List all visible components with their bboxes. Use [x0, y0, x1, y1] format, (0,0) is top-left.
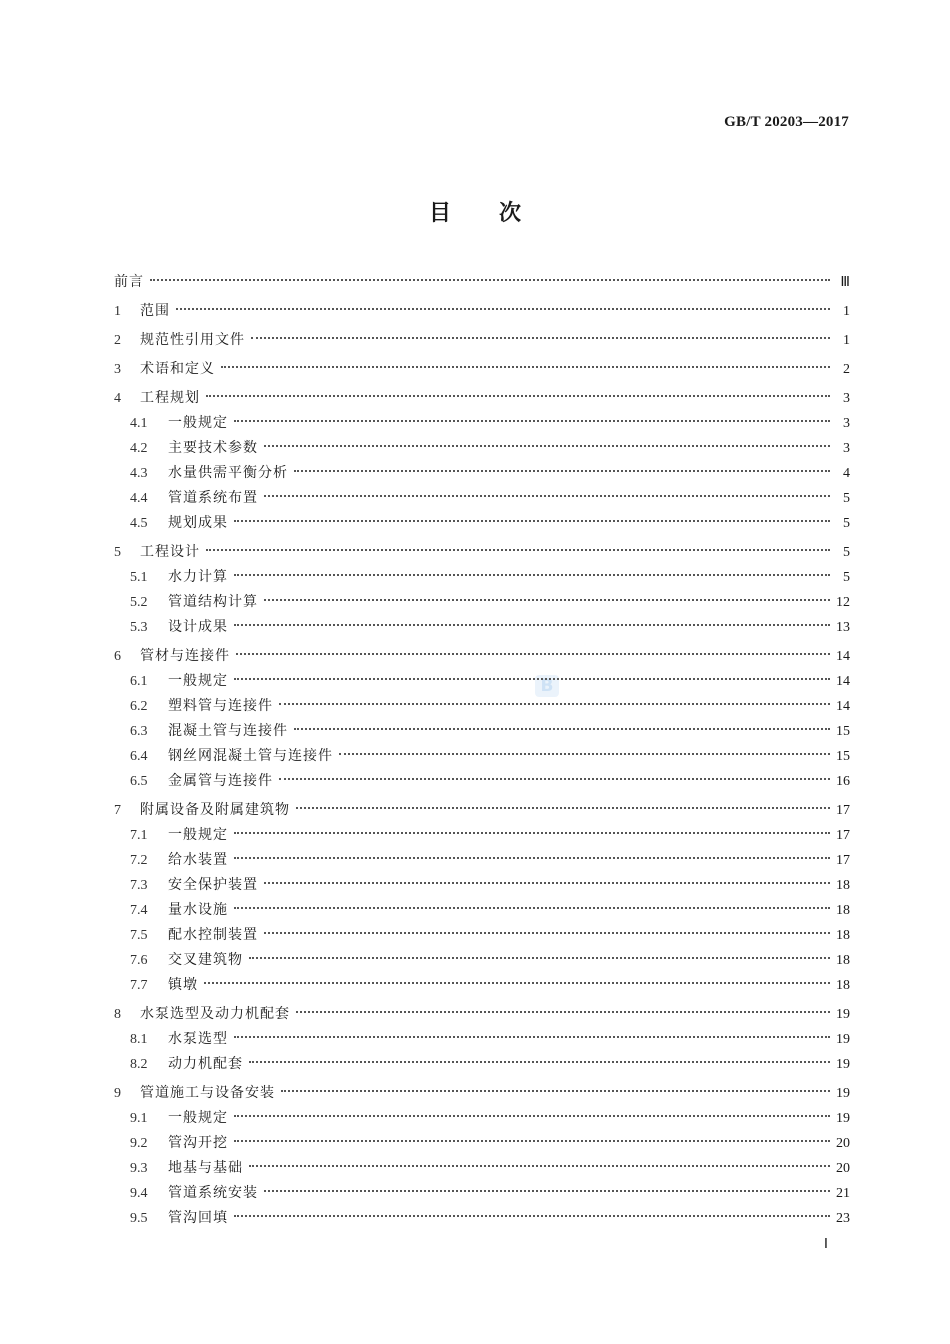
toc-entry-section[interactable] — [114, 461, 850, 486]
toc-entry-number: 8.2 — [130, 1057, 148, 1072]
toc-leader-dots — [264, 882, 830, 884]
toc-entry-number: 4.3 — [130, 466, 148, 481]
toc-entry-number: 6.5 — [130, 774, 148, 789]
toc-entry-chapter[interactable] — [114, 357, 850, 382]
toc-entry-label: 附属设备及附属建筑物 — [140, 802, 290, 818]
toc-entry-number: 7.2 — [130, 853, 148, 868]
toc-entry-number: 9.2 — [130, 1136, 148, 1151]
toc-entry-section[interactable] — [114, 694, 850, 719]
toc-entry-number: 4.2 — [130, 441, 148, 456]
toc-entry-section[interactable] — [114, 436, 850, 461]
toc-entry-section[interactable] — [114, 1027, 850, 1052]
toc-entry-chapter[interactable] — [114, 299, 850, 324]
toc-leader-dots — [251, 337, 830, 339]
toc-entry-number: 5.1 — [130, 570, 148, 585]
toc-entry-section[interactable] — [114, 1181, 850, 1206]
toc-entry-label: 量水设施 — [168, 902, 228, 918]
toc-entry-label: 规划成果 — [168, 515, 228, 531]
toc-entry-page: 1 — [843, 304, 850, 319]
toc-leader-dots — [264, 445, 830, 447]
toc-entry-page: 5 — [843, 570, 850, 585]
toc-entry-label: 一般规定 — [168, 827, 228, 843]
toc-entry-section[interactable] — [114, 486, 850, 511]
toc-entry-label: 动力机配套 — [168, 1056, 243, 1072]
toc-leader-dots — [206, 395, 830, 397]
toc-leader-dots — [249, 1165, 830, 1167]
toc-entry-label: 水量供需平衡分析 — [168, 465, 288, 481]
toc-entry-number: 5.2 — [130, 595, 148, 610]
toc-leader-dots — [264, 1190, 830, 1192]
toc-entry-label: 金属管与连接件 — [168, 773, 273, 789]
toc-entry-page: 18 — [836, 978, 850, 993]
toc-entry-label: 水泵选型及动力机配套 — [140, 1006, 290, 1022]
toc-entry-page: 19 — [836, 1032, 850, 1047]
toc-entry-section[interactable] — [114, 1052, 850, 1077]
toc-entry-label: 水力计算 — [168, 569, 228, 585]
toc-entry-number: 9.5 — [130, 1211, 148, 1226]
toc-entry-page: 3 — [843, 391, 850, 406]
toc-entry-number: 4.5 — [130, 516, 148, 531]
toc-leader-dots — [234, 624, 830, 626]
toc-leader-dots — [249, 1061, 830, 1063]
toc-entry-page: 13 — [836, 620, 850, 635]
toc-leader-dots — [236, 653, 830, 655]
toc-leader-dots — [234, 1215, 830, 1217]
toc-entry-number: 7.1 — [130, 828, 148, 843]
toc-entry-section[interactable] — [114, 873, 850, 898]
toc-entry-section[interactable] — [114, 898, 850, 923]
toc-leader-dots — [206, 549, 830, 551]
toc-entry-label: 术语和定义 — [140, 361, 215, 377]
toc-entry-page: 18 — [836, 903, 850, 918]
toc-entry-section[interactable] — [114, 615, 850, 640]
toc-entry-number: 6.3 — [130, 724, 148, 739]
toc-entry-label: 一般规定 — [168, 673, 228, 689]
toc-entry-number: 4 — [114, 391, 121, 406]
toc-entry-number: 9.4 — [130, 1186, 148, 1201]
toc-entry-section[interactable] — [114, 719, 850, 744]
toc-leader-dots — [234, 520, 830, 522]
toc-entry-page: 14 — [836, 674, 850, 689]
toc-entry-number: 8.1 — [130, 1032, 148, 1047]
toc-entry-label: 混凝土管与连接件 — [168, 723, 288, 739]
toc-entry-label: 工程设计 — [140, 544, 200, 560]
toc-entry-page: 17 — [836, 828, 850, 843]
toc-title — [0, 196, 950, 227]
toc-entry-page: 16 — [836, 774, 850, 789]
toc-entry-chapter[interactable] — [114, 1002, 850, 1027]
toc-entry-number: 6 — [114, 649, 121, 664]
toc-entry-label: 交叉建筑物 — [168, 952, 243, 968]
toc-entry-page: 23 — [836, 1211, 850, 1226]
toc-entry-number: 9 — [114, 1086, 121, 1101]
toc-entry-number: 5.3 — [130, 620, 148, 635]
toc-leader-dots — [234, 1036, 830, 1038]
toc-entry-label: 管材与连接件 — [140, 648, 230, 664]
toc-entry-chapter[interactable] — [114, 644, 850, 669]
toc-entry-section[interactable] — [114, 669, 850, 694]
toc-entry-number: 1 — [114, 304, 121, 319]
toc-entry-section[interactable] — [114, 973, 850, 998]
toc-entry-number: 9.3 — [130, 1161, 148, 1176]
toc-entry-section[interactable] — [114, 948, 850, 973]
toc-entry-label: 范围 — [140, 303, 170, 319]
toc-entry-number: 5 — [114, 545, 121, 560]
toc-leader-dots — [176, 308, 830, 310]
toc-entry-chapter[interactable] — [114, 328, 850, 353]
toc-entry-label: 一般规定 — [168, 1110, 228, 1126]
toc-entry-number: 7.5 — [130, 928, 148, 943]
toc-entry-page: 18 — [836, 878, 850, 893]
toc-entry-chapter[interactable] — [114, 270, 850, 295]
toc-entry-page: 19 — [836, 1057, 850, 1072]
toc-entry-page: 20 — [836, 1136, 850, 1151]
toc-entry-number: 6.4 — [130, 749, 148, 764]
toc-entry-label: 管道系统布置 — [168, 490, 258, 506]
toc-leader-dots — [264, 932, 830, 934]
footer-page-number: Ⅰ — [823, 1237, 828, 1252]
toc-entry-label: 规范性引用文件 — [140, 332, 245, 348]
toc-entry-number: 6.2 — [130, 699, 148, 714]
toc-entry-number: 7.3 — [130, 878, 148, 893]
toc-entry-section[interactable] — [114, 1106, 850, 1131]
toc-entry-label: 前言 — [114, 274, 144, 290]
toc-entry-page: 3 — [843, 441, 850, 456]
toc-entry-page: Ⅲ — [840, 275, 850, 290]
toc-leader-dots — [234, 1115, 830, 1117]
toc-entry-section[interactable] — [114, 565, 850, 590]
toc-entry-page: 19 — [836, 1111, 850, 1126]
toc-entry-page: 19 — [836, 1086, 850, 1101]
toc-leader-dots — [234, 420, 830, 422]
toc-leader-dots — [281, 1090, 830, 1092]
standard-number: GB/T 20203—2017 — [724, 114, 849, 130]
toc-entry-label: 塑料管与连接件 — [168, 698, 273, 714]
toc-entry-section[interactable] — [114, 411, 850, 436]
toc-leader-dots — [294, 470, 830, 472]
toc-entry-label: 工程规划 — [140, 390, 200, 406]
toc-entry-section[interactable] — [114, 590, 850, 615]
toc-entry-section[interactable] — [114, 1206, 850, 1231]
toc-entry-page: 14 — [836, 699, 850, 714]
toc-entry-label: 配水控制装置 — [168, 927, 258, 943]
toc-entry-number: 6.1 — [130, 674, 148, 689]
toc-entry-label: 一般规定 — [168, 415, 228, 431]
toc-entry-section[interactable] — [114, 1131, 850, 1156]
toc-entry-page: 20 — [836, 1161, 850, 1176]
toc-entry-section[interactable] — [114, 923, 850, 948]
toc-entry-label: 水泵选型 — [168, 1031, 228, 1047]
toc-entry-number: 9.1 — [130, 1111, 148, 1126]
toc-leader-dots — [234, 1140, 830, 1142]
toc-leader-dots — [296, 807, 830, 809]
toc-entry-page: 14 — [836, 649, 850, 664]
toc-entry-number: 8 — [114, 1007, 121, 1022]
toc-leader-dots — [339, 753, 830, 755]
toc-entry-label: 设计成果 — [168, 619, 228, 635]
toc-entry-page: 4 — [843, 466, 850, 481]
toc-leader-dots — [204, 982, 830, 984]
toc-leader-dots — [221, 366, 830, 368]
toc-entry-page: 15 — [836, 724, 850, 739]
toc-entry-page: 3 — [843, 416, 850, 431]
toc-entry-label: 镇墩 — [168, 977, 198, 993]
toc-leader-dots — [294, 728, 830, 730]
toc-entry-page: 19 — [836, 1007, 850, 1022]
toc-leader-dots — [234, 907, 830, 909]
toc-entry-label: 钢丝网混凝土管与连接件 — [168, 748, 333, 764]
toc-entry-label: 管道结构计算 — [168, 594, 258, 610]
toc-title-part1: 目 — [428, 201, 451, 226]
toc-leader-dots — [279, 778, 830, 780]
toc-leader-dots — [234, 857, 830, 859]
toc-entry-chapter[interactable] — [114, 1081, 850, 1106]
toc-entry-number: 7.6 — [130, 953, 148, 968]
toc-entry-page: 15 — [836, 749, 850, 764]
toc-entry-page: 18 — [836, 928, 850, 943]
toc-entry-number: 7.7 — [130, 978, 148, 993]
toc-entry-chapter[interactable] — [114, 540, 850, 565]
toc-entry-section[interactable] — [114, 848, 850, 873]
toc-entry-page: 5 — [843, 545, 850, 560]
toc-entry-section[interactable] — [114, 744, 850, 769]
toc-entry-page: 21 — [836, 1186, 850, 1201]
toc-leader-dots — [234, 574, 830, 576]
toc-entry-label: 管道系统安装 — [168, 1185, 258, 1201]
toc-entry-number: 4.1 — [130, 416, 148, 431]
toc-entry-page: 17 — [836, 803, 850, 818]
toc-leader-dots — [249, 957, 830, 959]
toc-entry-section[interactable] — [114, 769, 850, 794]
toc-entry-number: 2 — [114, 333, 121, 348]
toc-entry-page: 5 — [843, 491, 850, 506]
toc-entry-label: 管道施工与设备安装 — [140, 1085, 275, 1101]
toc-entry-label: 管沟开挖 — [168, 1135, 228, 1151]
toc-entry-number: 7.4 — [130, 903, 148, 918]
toc-leader-dots — [296, 1011, 830, 1013]
toc-entry-number: 7 — [114, 803, 121, 818]
toc-leader-dots — [234, 832, 830, 834]
toc-entry-number: 4.4 — [130, 491, 148, 506]
toc-leader-dots — [264, 495, 830, 497]
toc-entry-label: 主要技术参数 — [168, 440, 258, 456]
toc-leader-dots — [150, 279, 830, 281]
toc-entry-section[interactable] — [114, 511, 850, 536]
toc-entry-chapter[interactable] — [114, 386, 850, 411]
toc-leader-dots — [279, 703, 830, 705]
toc-entry-page: 12 — [836, 595, 850, 610]
toc-entry-label: 给水装置 — [168, 852, 228, 868]
toc-title-part2: 次 — [499, 201, 522, 226]
toc-entry-label: 地基与基础 — [168, 1160, 243, 1176]
toc-entry-label: 安全保护装置 — [168, 877, 258, 893]
toc-entry-page: 1 — [843, 333, 850, 348]
toc-entry-chapter[interactable] — [114, 798, 850, 823]
toc-entry-page: 17 — [836, 853, 850, 868]
toc-entry-number: 3 — [114, 362, 121, 377]
toc-entry-label: 管沟回填 — [168, 1210, 228, 1226]
toc-entry-section[interactable] — [114, 823, 850, 848]
toc-entry-page: 2 — [843, 362, 850, 377]
watermark-logo: B — [535, 675, 559, 697]
toc-entry-page: 18 — [836, 953, 850, 968]
toc-leader-dots — [234, 678, 830, 680]
table-of-contents — [114, 270, 850, 1231]
toc-entry-page: 5 — [843, 516, 850, 531]
toc-leader-dots — [264, 599, 830, 601]
toc-entry-section[interactable] — [114, 1156, 850, 1181]
